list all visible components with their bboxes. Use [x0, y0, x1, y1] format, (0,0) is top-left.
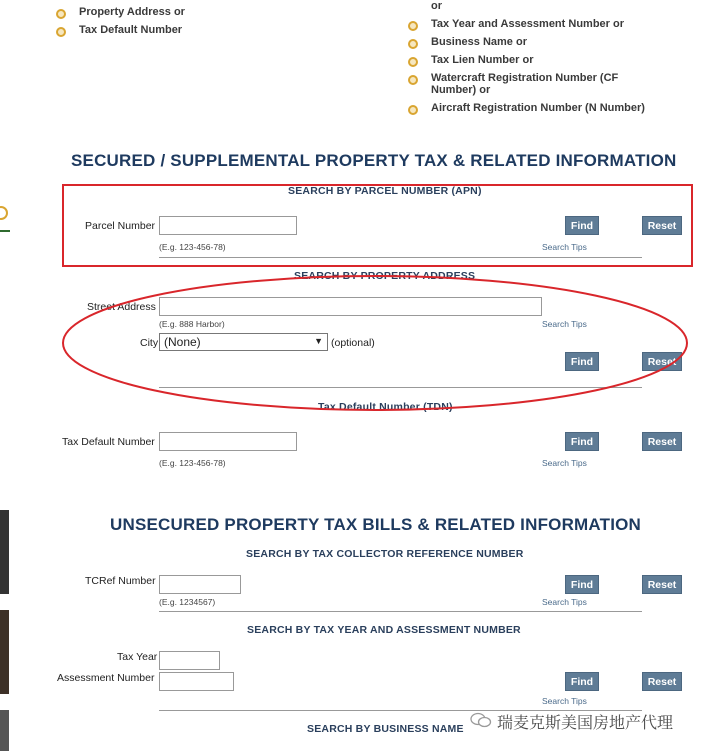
tdn-reset-button[interactable]: Reset	[642, 432, 682, 451]
dropdown-arrow-icon: ▼	[314, 336, 323, 346]
parcel-number-example: (E.g. 123-456-78)	[159, 242, 226, 252]
city-optional-note: (optional)	[331, 337, 375, 349]
list-item: Property Address or	[79, 6, 185, 18]
tcref-find-button[interactable]: Find	[565, 575, 599, 594]
assessment-number-label: Assessment Number	[57, 672, 155, 684]
tax-default-number-example: (E.g. 123-456-78)	[159, 458, 226, 468]
list-item: Tax Default Number	[79, 24, 183, 36]
secured-section-title: SECURED / SUPPLEMENTAL PROPERTY TAX & RELATED INFORMATION	[71, 151, 677, 170]
tdn-search-tips-link[interactable]: Search Tips	[542, 458, 587, 468]
address-search-tips-link[interactable]: Search Tips	[542, 319, 587, 329]
business-name-subtitle: SEARCH BY BUSINESS NAME	[307, 723, 464, 735]
city-label: City	[140, 337, 159, 349]
tcref-number-label: TCRef Number	[85, 575, 156, 587]
tax-year-label: Tax Year	[117, 651, 158, 663]
tdn-find-button[interactable]: Find	[565, 432, 599, 451]
list-item: Business Name or	[431, 36, 527, 48]
tax-year-reset-button[interactable]: Reset	[642, 672, 682, 691]
annotation-rectangle	[63, 185, 692, 266]
street-address-example: (E.g. 888 Harbor)	[159, 319, 225, 329]
watermark-text: 瑞麦克斯美国房地产代理	[497, 713, 674, 732]
tax-year-find-button[interactable]: Find	[565, 672, 599, 691]
tcref-number-example: (E.g. 1234567)	[159, 597, 216, 607]
unsecured-section-title: UNSECURED PROPERTY TAX BILLS & RELATED INFORMATION	[110, 515, 642, 534]
apn-reset-button[interactable]: Reset	[642, 216, 682, 235]
street-address-label: Street Address	[87, 301, 156, 313]
address-find-button[interactable]: Find	[565, 352, 599, 371]
tcref-subtitle: SEARCH BY TAX COLLECTOR REFERENCE NUMBER	[246, 548, 524, 560]
apn-search-tips-link[interactable]: Search Tips	[542, 242, 587, 252]
tax-default-number-label: Tax Default Number	[62, 436, 155, 448]
list-item-lead: or	[431, 0, 442, 12]
tdn-subtitle: Tax Default Number (TDN)	[318, 401, 453, 413]
list-item: Tax Year and Assessment Number or	[431, 18, 624, 30]
address-subtitle: SEARCH BY PROPERTY ADDRESS	[294, 270, 476, 282]
tax-year-subtitle: SEARCH BY TAX YEAR AND ASSESSMENT NUMBER	[247, 624, 521, 636]
address-reset-button[interactable]: Reset	[642, 352, 682, 371]
apn-find-button[interactable]: Find	[565, 216, 599, 235]
list-item: Watercraft Registration Number (CF	[431, 72, 619, 84]
city-select-value: (None)	[164, 335, 201, 349]
annotation-ellipse	[63, 276, 687, 410]
parcel-number-label: Parcel Number	[85, 220, 156, 232]
tcref-reset-button[interactable]: Reset	[642, 575, 682, 594]
apn-subtitle: SEARCH BY PARCEL NUMBER (APN)	[288, 185, 482, 197]
list-item-continuation: Number) or	[431, 84, 491, 96]
list-item: Tax Lien Number or	[431, 54, 534, 66]
list-item: Aircraft Registration Number (N Number)	[431, 102, 645, 114]
tax-year-search-tips-link[interactable]: Search Tips	[542, 696, 587, 706]
tcref-search-tips-link[interactable]: Search Tips	[542, 597, 587, 607]
